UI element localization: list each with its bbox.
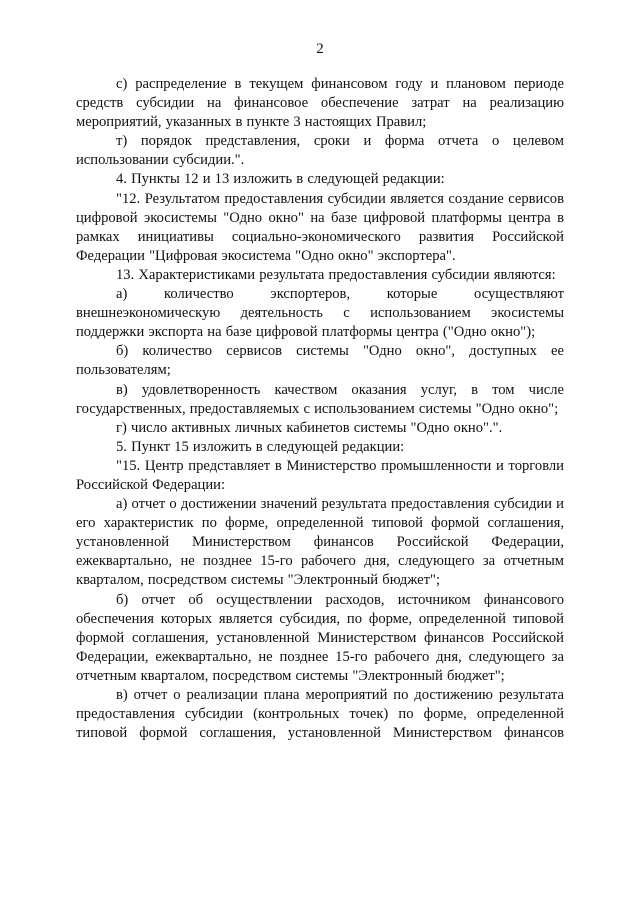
paragraph-report-v: в) отчет о реализации плана мероприятий по достижению результата предоставления субсидии (контрольных точек) по форме, определенной типовой формой соглашения, установленной Министерством финансов (76, 687, 564, 742)
paragraph-item-v-satisfaction: в) удовлетворенность качеством оказания услуг, в том числе государственных, предоставляемых с использованием системы "Одно окно"; (76, 381, 564, 417)
document-body (76, 75, 564, 743)
paragraph-point-5: 5. Пункт 15 изложить в следующей редакции: (116, 438, 405, 455)
paragraph-item-s: с) распределение в текущем финансовом году и плановом периоде средств субсидии на финансовое обеспечение затрат на реализацию мероприятий, указанных в пункте 3 настоящих Правил; (76, 76, 564, 131)
paragraph-point-15: "15. Центр представляет в Министерство промышленности и торговли Российской Федерации: (76, 457, 564, 493)
page-number: 2 (316, 41, 324, 57)
paragraph-item-g-accounts: г) число активных личных кабинетов системы "Одно окно".". (116, 419, 503, 436)
paragraph-point-13: 13. Характеристиками результата предоставления субсидии являются: (116, 266, 556, 283)
paragraph-point-12: "12. Результатом предоставления субсидии является создание сервисов цифровой экосистемы "Одно окно" на базе цифровой платформы центра в рамках инициативы социально-экономического развития Российской Федерации "Цифровая экосистема "Одно окно" экспортера". (76, 190, 564, 264)
paragraph-report-a: а) отчет о достижении значений результата предоставления субсидии и его характеристик по форме, определенной типовой формой соглашения, установленной Министерством финансов Российской Федерации, ежеквартально, не позднее 15-го рабочего дня, следующего за отчетным кварталом, посредством системы "Электронный бюджет"; (76, 496, 564, 589)
paragraph-item-t: т) порядок представления, сроки и форма отчета о целевом использовании субсидии.". (76, 133, 564, 169)
paragraph-item-b-services: б) количество сервисов системы "Одно окно", доступных ее пользователям; (76, 343, 564, 379)
paragraph-report-b: б) отчет об осуществлении расходов, источником финансового обеспечения которых является субсидия, по форме, определенной типовой формой соглашения, установленной Министерством финансов Российской Федерации, ежеквартально, не позднее 15-го рабочего дня, следующего за отчетным кварталом, посредством системы "Электронный бюджет"; (76, 591, 564, 684)
paragraph-point-4: 4. Пункты 12 и 13 изложить в следующей редакции: (116, 171, 445, 188)
paragraph-item-a-exporters: а) количество экспортеров, которые осуществляют внешнеэкономическую деятельность с использованием экосистемы поддержки экспорта на базе цифровой платформы центра ("Одно окно"); (76, 286, 564, 341)
